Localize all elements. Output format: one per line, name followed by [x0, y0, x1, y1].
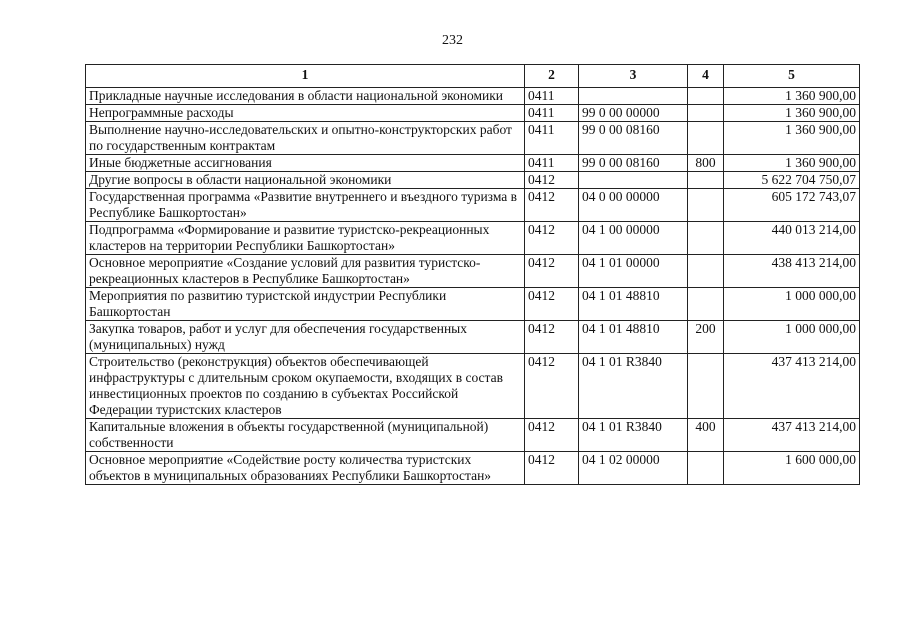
- item-name-cell: Основное мероприятие «Создание условий для развития туристско-рекреационных кластеров в Республике Башкортостан»: [86, 255, 525, 288]
- section-code-cell: 0412: [525, 354, 579, 419]
- item-name-cell: Другие вопросы в области национальной экономики: [86, 172, 525, 189]
- amount-cell: 605 172 743,07: [724, 189, 860, 222]
- expense-type-cell: 400: [688, 419, 724, 452]
- amount-cell: 438 413 214,00: [724, 255, 860, 288]
- item-name-cell: Иные бюджетные ассигнования: [86, 155, 525, 172]
- expense-type-cell: [688, 452, 724, 485]
- table-row: [86, 88, 860, 105]
- target-code-cell: 04 1 00 00000: [579, 222, 688, 255]
- section-code-cell: 0411: [525, 122, 579, 155]
- target-code-cell: 04 1 01 48810: [579, 288, 688, 321]
- target-code-cell: 04 1 01 R3840: [579, 419, 688, 452]
- target-code-cell: 04 1 01 48810: [579, 321, 688, 354]
- budget-table: [85, 64, 860, 485]
- table-row: [86, 189, 860, 222]
- item-name-cell: Прикладные научные исследования в области национальной экономики: [86, 88, 525, 105]
- expense-type-cell: [688, 88, 724, 105]
- table-row: [86, 321, 860, 354]
- target-code-cell: [579, 172, 688, 189]
- section-code-cell: 0412: [525, 222, 579, 255]
- page-number: 232: [442, 33, 463, 48]
- amount-cell: 1 360 900,00: [724, 105, 860, 122]
- item-name-cell: Строительство (реконструкция) объектов обеспечивающей инфраструктуры с длительным сроком окупаемости, входящих в состав инвестиционных проектов по созданию в субъектах Российской Федерации туристских кластеров: [86, 354, 525, 419]
- amount-cell: 437 413 214,00: [724, 419, 860, 452]
- expense-type-cell: 200: [688, 321, 724, 354]
- section-code-cell: 0411: [525, 155, 579, 172]
- table-row: [86, 222, 860, 255]
- section-code-cell: 0412: [525, 255, 579, 288]
- amount-cell: 1 360 900,00: [724, 155, 860, 172]
- amount-cell: 5 622 704 750,07: [724, 172, 860, 189]
- target-code-cell: 99 0 00 08160: [579, 122, 688, 155]
- column-header: 4: [688, 65, 724, 88]
- expense-type-cell: [688, 288, 724, 321]
- amount-cell: 1 600 000,00: [724, 452, 860, 485]
- amount-cell: 440 013 214,00: [724, 222, 860, 255]
- target-code-cell: 04 1 01 00000: [579, 255, 688, 288]
- table-row: [86, 105, 860, 122]
- target-code-cell: 99 0 00 08160: [579, 155, 688, 172]
- column-header: 3: [579, 65, 688, 88]
- table-row: [86, 419, 860, 452]
- table-row: [86, 155, 860, 172]
- amount-cell: 1 360 900,00: [724, 122, 860, 155]
- item-name-cell: Мероприятия по развитию туристской индустрии Республики Башкортостан: [86, 288, 525, 321]
- column-header: 1: [86, 65, 525, 88]
- target-code-cell: 99 0 00 00000: [579, 105, 688, 122]
- expense-type-cell: [688, 105, 724, 122]
- table-row: [86, 288, 860, 321]
- item-name-cell: Основное мероприятие «Содействие росту количества туристских объектов в муниципальных образованиях Республики Башкортостан»: [86, 452, 525, 485]
- section-code-cell: 0412: [525, 321, 579, 354]
- section-code-cell: 0412: [525, 419, 579, 452]
- item-name-cell: Капитальные вложения в объекты государственной (муниципальной) собственности: [86, 419, 525, 452]
- expense-type-cell: [688, 122, 724, 155]
- table-row: [86, 255, 860, 288]
- section-code-cell: 0411: [525, 105, 579, 122]
- item-name-cell: Закупка товаров, работ и услуг для обеспечения государственных (муниципальных) нужд: [86, 321, 525, 354]
- table-row: [86, 122, 860, 155]
- amount-cell: 437 413 214,00: [724, 354, 860, 419]
- table-row: [86, 172, 860, 189]
- section-code-cell: 0412: [525, 288, 579, 321]
- table-row: [86, 452, 860, 485]
- amount-cell: 1 000 000,00: [724, 321, 860, 354]
- section-code-cell: 0412: [525, 172, 579, 189]
- target-code-cell: 04 1 01 R3840: [579, 354, 688, 419]
- table-body: [86, 88, 860, 485]
- item-name-cell: Выполнение научно-исследовательских и опытно-конструкторских работ по государственным контрактам: [86, 122, 525, 155]
- item-name-cell: Подпрограмма «Формирование и развитие туристско-рекреационных кластеров на территории Республики Башкортостан»: [86, 222, 525, 255]
- amount-cell: 1 360 900,00: [724, 88, 860, 105]
- column-header: 5: [724, 65, 860, 88]
- expense-type-cell: [688, 189, 724, 222]
- section-code-cell: 0412: [525, 189, 579, 222]
- item-name-cell: Непрограммные расходы: [86, 105, 525, 122]
- table-row: [86, 354, 860, 419]
- section-code-cell: 0411: [525, 88, 579, 105]
- amount-cell: 1 000 000,00: [724, 288, 860, 321]
- target-code-cell: 04 0 00 00000: [579, 189, 688, 222]
- target-code-cell: [579, 88, 688, 105]
- table-header-row: [86, 65, 860, 88]
- expense-type-cell: [688, 255, 724, 288]
- expense-type-cell: [688, 354, 724, 419]
- expense-type-cell: [688, 222, 724, 255]
- expense-type-cell: [688, 172, 724, 189]
- target-code-cell: 04 1 02 00000: [579, 452, 688, 485]
- expense-type-cell: 800: [688, 155, 724, 172]
- column-header: 2: [525, 65, 579, 88]
- section-code-cell: 0412: [525, 452, 579, 485]
- item-name-cell: Государственная программа «Развитие внутреннего и въездного туризма в Республике Башкортостан»: [86, 189, 525, 222]
